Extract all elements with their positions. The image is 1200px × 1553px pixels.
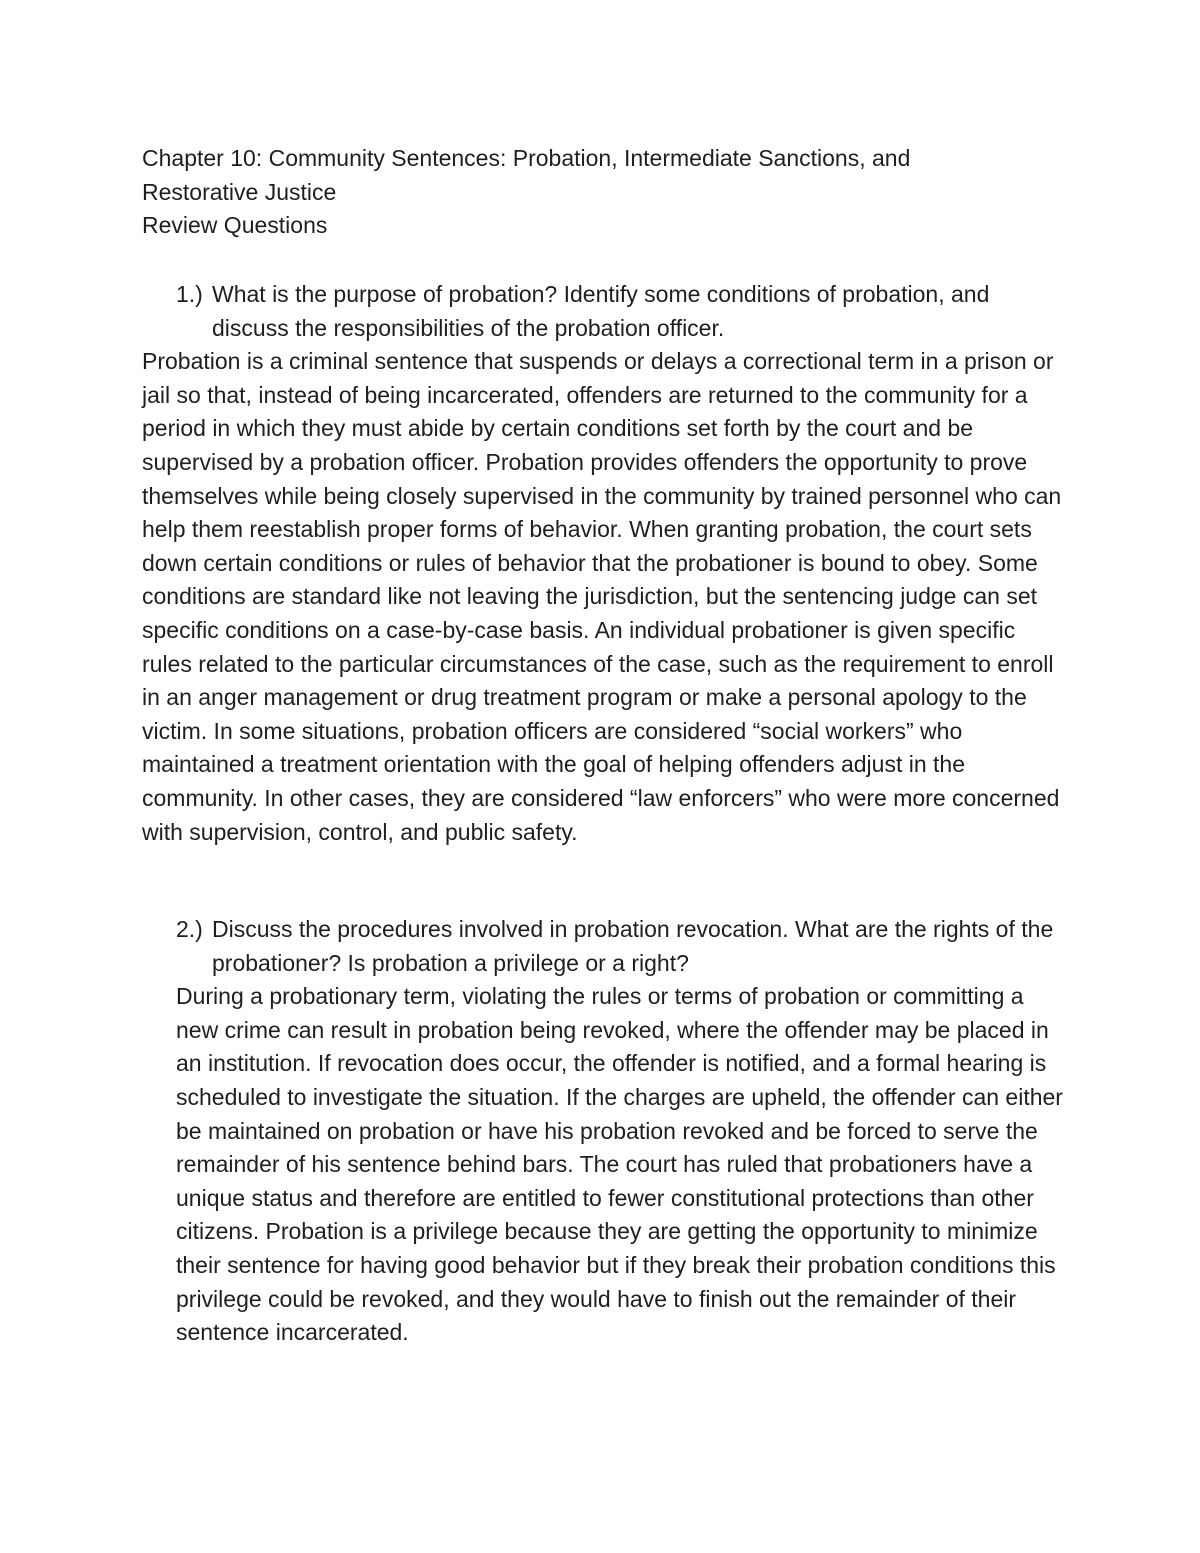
question-number: 1.) xyxy=(176,281,203,307)
question-2 xyxy=(176,913,1066,980)
question-text: What is the purpose of probation? Identify some conditions of probation, and discuss the responsibilities of the probation officer. xyxy=(212,281,990,341)
question-text: Discuss the procedures involved in probation revocation. What are the rights of the probationer? Is probation a privilege or a right? xyxy=(212,916,1054,976)
review-questions-heading: Review Questions xyxy=(142,212,328,239)
chapter-title-line-1: Chapter 10: Community Sentences: Probation, Intermediate Sanctions, and xyxy=(142,145,911,171)
question-block-2 xyxy=(176,913,1066,1350)
answer-2: During a probationary term, violating the rules or terms of probation or committing a new crime can result in probation being revoked, where the offender may be placed in an institution. If revocation does occur, the offender is notified, and a formal hearing is scheduled to investigate the situation. If the charges are upheld, the offender can either be maintained on probation or have his probation revoked and be forced to serve the remainder of his sentence behind bars. The court has ruled that probationers have a unique status and therefore are entitled to fewer constitutional protections than other citizens. Probation is a privilege because they are getting the opportunity to minimize their sentence for having good behavior but if they break their probation conditions this privilege could be revoked, and they would have to finish out the remainder of their sentence incarcerated. xyxy=(176,983,1063,1346)
question-1 xyxy=(142,278,1062,345)
question-block-1 xyxy=(142,278,1062,849)
question-number: 2.) xyxy=(176,916,203,942)
chapter-title-line-2: Restorative Justice xyxy=(142,178,337,205)
document-header xyxy=(142,142,1042,243)
answer-1: Probation is a criminal sentence that suspends or delays a correctional term in a prison or jail so that, instead of being incarcerated, offenders are returned to the community for a period in which they must abide by certain conditions set forth by the court and be supervised by a probation officer. Probation provides offenders the opportunity to prove themselves while being closely supervised in the community by trained personnel who can help them reestablish proper forms of behavior. When granting probation, the court sets down certain conditions or rules of behavior that the probationer is bound to obey. Some conditions are standard like not leaving the jurisdiction, but the sentencing judge can set specific conditions on a case-by-case basis. An individual probationer is given specific rules related to the particular circumstances of the case, such as the requirement to enroll in an anger management or drug treatment program or make a personal apology to the victim. In some situations, probation officers are considered “social workers” who maintained a treatment orientation with the goal of helping offenders adjust in the community. In other cases, they are considered “law enforcers” who were more concerned with supervision, control, and public safety. xyxy=(142,348,1062,845)
